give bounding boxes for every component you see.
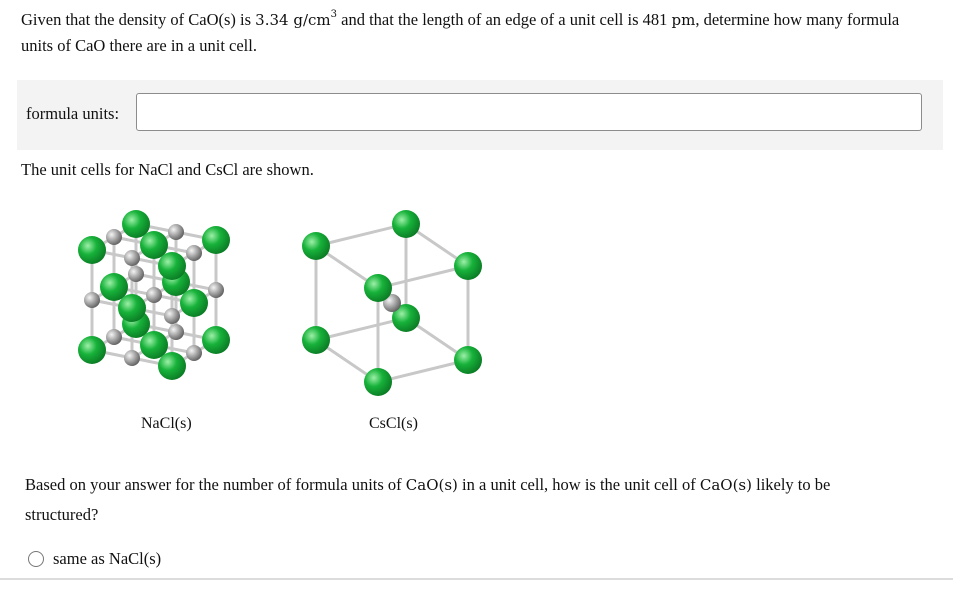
unit-cells-caption: The unit cells for NaCl and CsCl are shown. (21, 160, 314, 179)
cscl-unit-cell-image (298, 205, 498, 405)
sodium-atom (146, 287, 162, 303)
sodium-atom (128, 266, 144, 282)
sodium-atom (168, 324, 184, 340)
sodium-atom (164, 308, 180, 324)
chloride-atom (364, 368, 392, 396)
nacl-unit-cell-image (70, 205, 270, 405)
sodium-atom (186, 345, 202, 361)
sodium-atom (168, 224, 184, 240)
sodium-atom (124, 250, 140, 266)
choice-same-as-nacl[interactable] (28, 549, 161, 569)
formula-units-input[interactable] (136, 93, 922, 131)
nacl-label: NaCl(s) (141, 415, 192, 432)
chloride-atom (454, 252, 482, 280)
cscl-atoms (302, 210, 482, 396)
chloride-atom (78, 336, 106, 364)
chloride-atom (302, 232, 330, 260)
sodium-atom (84, 292, 100, 308)
question2-text: Based on your answer for the number of formula units of CaO(s) in a unit cell, how is the unit cell of CaO(s) likely to be structured? (25, 475, 831, 524)
cscl-label: CsCl(s) (369, 415, 418, 432)
divider (0, 578, 953, 580)
formula-units-label: formula units: (26, 104, 120, 123)
question-text: Given that the density of CaO(s) is 3.34 $g/cm^3$ and that the length of an edge of a unit cell is 481 pm, determine how many formula units of CaO there are in a unit cell. (21, 9, 900, 55)
chloride-atom (202, 326, 230, 354)
sodium-atom (106, 329, 122, 345)
chloride-atom (180, 289, 208, 317)
density-exponent: 3 (330, 9, 337, 20)
choice-label: same as NaCl(s) (53, 549, 162, 568)
chloride-atom (78, 236, 106, 264)
sodium-atom (124, 350, 140, 366)
sodium-atom (186, 245, 202, 261)
sodium-atom (208, 282, 224, 298)
chloride-atom (364, 274, 392, 302)
chloride-atom (118, 294, 146, 322)
chloride-atom (302, 326, 330, 354)
sodium-atom (106, 229, 122, 245)
chloride-atom (454, 346, 482, 374)
radio-button[interactable] (28, 551, 44, 567)
chloride-atom (158, 352, 186, 380)
chloride-atom (392, 210, 420, 238)
chloride-atom (202, 226, 230, 254)
answer-row (17, 80, 943, 150)
chloride-atom (158, 252, 186, 280)
